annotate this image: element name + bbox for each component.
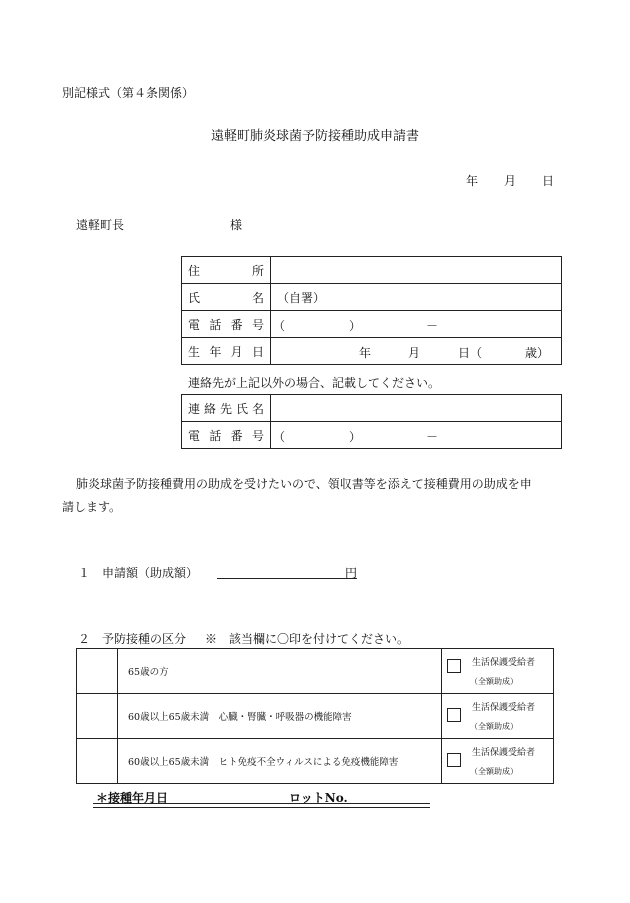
dob-day-label: 日（: [458, 346, 483, 360]
category-table: [76, 648, 554, 784]
body-text-line-1: 肺炎球菌予防接種費用の助成を受けたいので、領収書等を添えて接種費用の助成を申: [76, 477, 532, 491]
category-desc: 65歳の方: [128, 667, 169, 678]
address-row: [182, 257, 562, 284]
category-row: [77, 649, 554, 694]
contact-phone-label-cell: [182, 422, 271, 449]
contact-name-label-cell: [182, 395, 271, 422]
phone-close-paren: ）: [349, 319, 362, 333]
contact-name-row: [182, 395, 562, 422]
full-subsidy-label: （全額助成）: [470, 677, 518, 686]
name-label-cell: [182, 284, 271, 311]
contact-phone-dash: －: [426, 430, 439, 444]
phone-dash: －: [426, 319, 439, 333]
contact-phone-field[interactable]: [271, 422, 562, 449]
phone-label: 電話番号: [188, 317, 264, 332]
category-desc-cell: [118, 739, 442, 784]
address-field[interactable]: [271, 257, 562, 284]
section2-number: ２: [78, 632, 91, 646]
section2-label: 予防接種の区分: [102, 632, 187, 646]
phone-open-paren: （: [273, 319, 286, 333]
section1-number: １: [78, 566, 91, 580]
phone-field[interactable]: [271, 311, 562, 338]
address-label: 住 所: [188, 263, 264, 278]
form-reference: 別記様式（第４条関係）: [62, 86, 195, 100]
dob-year-label: 年: [359, 346, 372, 360]
full-subsidy-label: （全額助成）: [470, 722, 518, 731]
body-text-line-2: 請します。: [62, 500, 122, 514]
checkbox-icon[interactable]: [447, 659, 461, 673]
welfare-label: 生活保護受給者: [472, 658, 536, 668]
contact-name-field[interactable]: [271, 395, 562, 422]
contact-phone-open-paren: （: [273, 430, 286, 444]
contact-table: [181, 394, 562, 449]
welfare-option[interactable]: [442, 694, 554, 739]
contact-phone-label: 電話番号: [188, 428, 264, 443]
addressee-name: 遠軽町長: [76, 218, 125, 232]
amount-field[interactable]: [217, 563, 357, 579]
category-mark-cell[interactable]: [77, 739, 118, 784]
section1-label: 申請額（助成額）: [102, 566, 199, 580]
date-day-label: 日: [542, 174, 555, 188]
amount-unit: 円: [345, 566, 358, 580]
dob-field[interactable]: [271, 338, 562, 365]
contact-note: 連絡先が上記以外の場合、記載してください。: [188, 376, 441, 390]
applicant-table: [181, 256, 562, 365]
contact-name-label: 連絡先氏名: [188, 401, 264, 416]
dob-month-label: 月: [408, 346, 421, 360]
category-row: [77, 739, 554, 784]
category-desc-cell: [118, 694, 442, 739]
category-mark-cell[interactable]: [77, 694, 118, 739]
name-self-signature-note: （自署）: [277, 290, 326, 305]
name-field[interactable]: [271, 284, 562, 311]
address-label-cell: [182, 257, 271, 284]
checkbox-icon[interactable]: [447, 753, 461, 767]
phone-row: [182, 311, 562, 338]
dob-age-label: 歳）: [525, 346, 550, 360]
full-subsidy-label: （全額助成）: [470, 767, 518, 776]
welfare-option[interactable]: [442, 739, 554, 784]
name-label: 氏 名: [188, 290, 264, 305]
welfare-label: 生活保護受給者: [472, 748, 536, 758]
category-row: [77, 694, 554, 739]
footer-double-rule: [93, 803, 430, 808]
section2-note: ※ 該当欄に〇印を付けてください。: [205, 632, 410, 646]
phone-label-cell: [182, 311, 271, 338]
welfare-option[interactable]: [442, 649, 554, 694]
date-year-label: 年: [466, 174, 479, 188]
addressee-suffix: 様: [230, 218, 243, 232]
dob-label-cell: [182, 338, 271, 365]
category-desc-cell: [118, 649, 442, 694]
date-month-label: 月: [504, 174, 517, 188]
category-mark-cell[interactable]: [77, 649, 118, 694]
dob-row: [182, 338, 562, 365]
contact-phone-close-paren: ）: [349, 430, 362, 444]
page-title: 遠軽町肺炎球菌予防接種助成申請書: [210, 129, 419, 144]
name-row: [182, 284, 562, 311]
checkbox-icon[interactable]: [447, 708, 461, 722]
dob-label: 生年月日: [188, 344, 264, 359]
contact-phone-row: [182, 422, 562, 449]
category-desc: 60歳以上65歳未満 ヒト免疫不全ウィルスによる免疫機能障害: [128, 757, 399, 768]
category-desc: 60歳以上65歳未満 心臓・腎臓・呼吸器の機能障害: [128, 712, 352, 723]
lot-number-label: ロットNo.: [289, 791, 348, 805]
welfare-label: 生活保護受給者: [472, 703, 536, 713]
vaccination-date-label: ＊接種年月日: [96, 791, 169, 805]
